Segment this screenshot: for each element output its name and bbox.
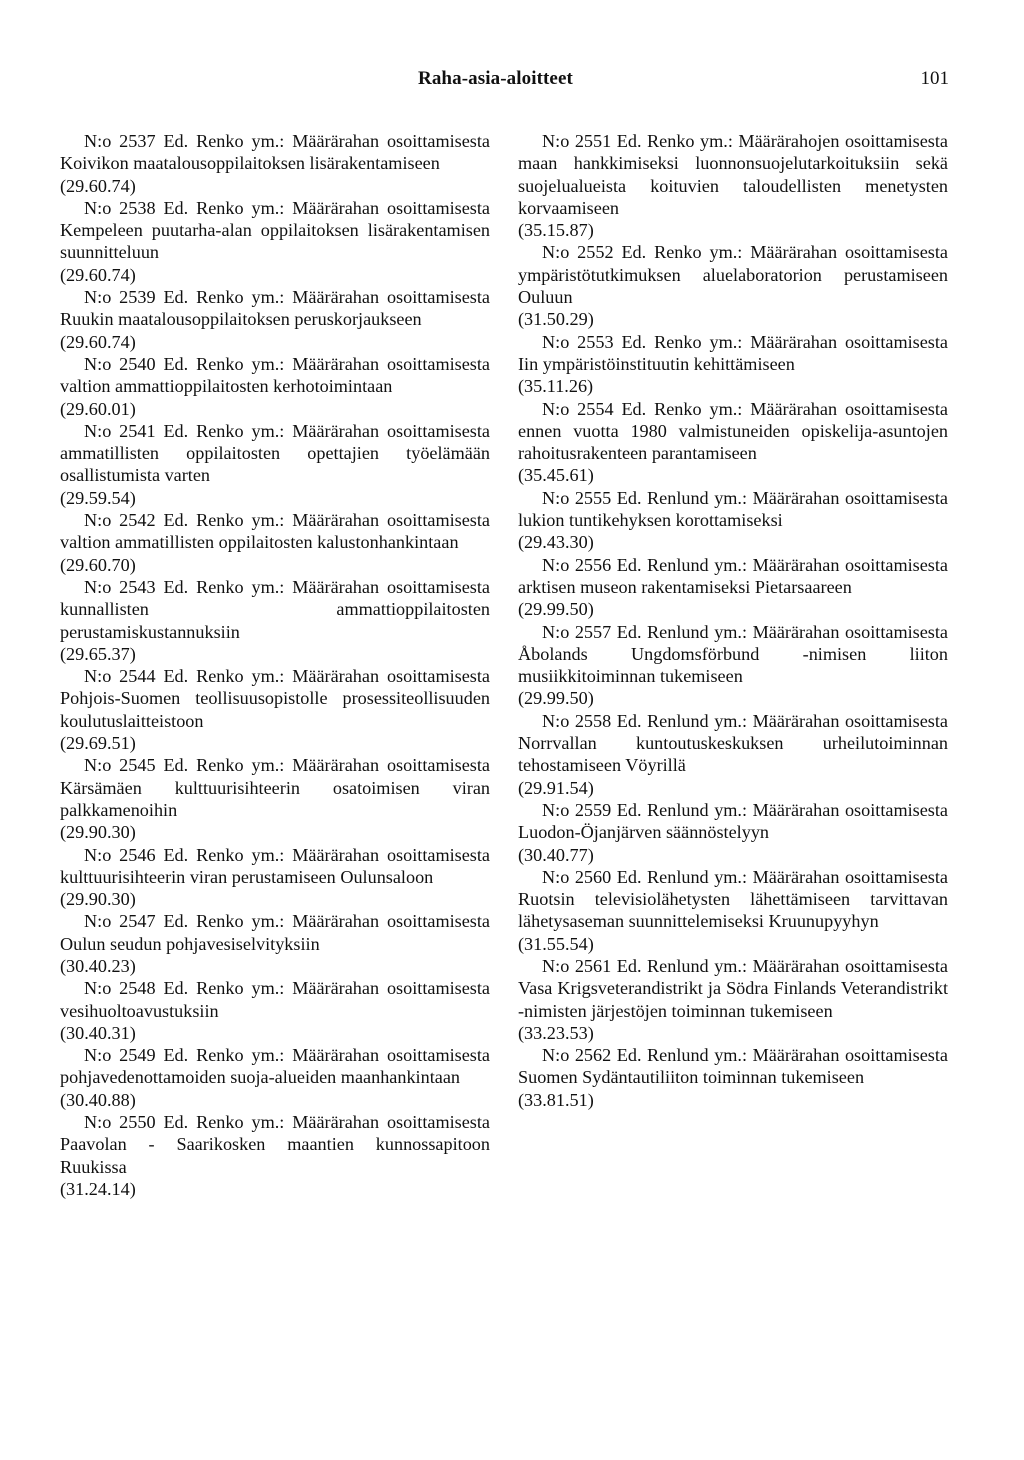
entry-code: (29.99.50)	[518, 599, 594, 620]
entry-code: (29.60.01)	[60, 398, 136, 419]
list-item	[60, 286, 490, 353]
entry-code: (29.69.51)	[60, 733, 136, 754]
entry-text: N:o 2556 Ed. Renlund ym.: Määrärahan osoittamisesta arktisen museon rakentamiseksi Pietarsaareen	[518, 554, 948, 597]
list-item	[60, 130, 490, 197]
list-item	[518, 241, 948, 330]
list-item	[518, 621, 948, 710]
list-item	[518, 554, 948, 621]
entry-text: N:o 2561 Ed. Renlund ym.: Määrärahan osoittamisesta Vasa Krigsveterandistrikt ja Södra Finlands Veterandistrikt -nimisten järjestöjen toiminnan tukemiseen	[518, 955, 948, 1021]
entry-code: (29.60.70)	[60, 554, 136, 575]
entry-text: N:o 2540 Ed. Renko ym.: Määrärahan osoittamisesta valtion ammattioppilaitosten kerhotoimintaan	[60, 353, 490, 397]
list-item	[60, 844, 490, 911]
entry-text: N:o 2544 Ed. Renko ym.: Määrärahan osoittamisesta Pohjois-Suomen teollisuusopistolle prosessiteollisuuden koulutuslaitteistoon	[60, 666, 490, 731]
entry-code: (35.11.26)	[518, 376, 594, 397]
entry-code: (29.65.37)	[60, 643, 136, 664]
entry-text: N:o 2551 Ed. Renko ym.: Määrärahojen osoittamisesta maan hankkimiseksi luonnonsuojelutarkoituksiin sekä suojelualueista koituvien taloudellisten menetysten korvaamiseen	[518, 131, 948, 218]
list-item	[518, 130, 948, 241]
page-header	[0, 68, 1024, 98]
entry-code: (35.15.87)	[518, 220, 594, 241]
entry-code: (30.40.77)	[518, 844, 594, 865]
list-item	[60, 1044, 490, 1111]
left-column	[60, 130, 490, 1200]
list-item	[60, 665, 490, 754]
list-item	[60, 576, 490, 665]
list-item	[518, 866, 948, 955]
entry-text: N:o 2548 Ed. Renko ym.: Määrärahan osoittamisesta vesihuoltoavustuksiin	[60, 978, 490, 1021]
entry-text: N:o 2552 Ed. Renko ym.: Määrärahan osoittamisesta ympäristötutkimuksen aluelaboratorion perustamiseen Ouluun	[518, 242, 948, 308]
entry-code: (35.45.61)	[518, 465, 594, 486]
entry-code: (29.90.30)	[60, 822, 136, 843]
entry-text: N:o 2545 Ed. Renko ym.: Määrärahan osoittamisesta Kärsämäen kulttuurisihteerin osatoimisen viran palkkamenoihin	[60, 755, 490, 820]
list-item	[518, 398, 948, 487]
entry-text: N:o 2559 Ed. Renlund ym.: Määrärahan osoittamisesta Luodon-Öjanjärven säännöstelyyn	[518, 799, 948, 843]
running-title: Raha-asia-aloitteet	[418, 68, 573, 89]
entry-text: N:o 2539 Ed. Renko ym.: Määrärahan osoittamisesta Ruukin maatalousoppilaitoksen peruskorjaukseen	[60, 287, 490, 330]
entry-code: (29.99.50)	[518, 688, 594, 709]
list-item	[518, 955, 948, 1044]
entry-code: (29.59.54)	[60, 487, 136, 508]
entry-code: (29.60.74)	[60, 331, 136, 352]
entry-text: N:o 2542 Ed. Renko ym.: Määrärahan osoittamisesta valtion ammatillisten oppilaitosten kalustonhankintaan	[60, 510, 490, 553]
entry-code: (30.40.88)	[60, 1089, 136, 1110]
list-item	[60, 1111, 490, 1200]
list-item	[60, 197, 490, 286]
entry-text: N:o 2550 Ed. Renko ym.: Määrärahan osoittamisesta Paavolan - Saarikosken maantien kunnossapitoon Ruukissa	[60, 1112, 490, 1177]
entry-text: N:o 2543 Ed. Renko ym.: Määrärahan osoittamisesta kunnallisten ammattioppilaitosten perustamiskustannuksiin	[60, 576, 490, 642]
entry-code: (29.90.30)	[60, 889, 136, 910]
list-item	[60, 910, 490, 977]
entry-code: (31.50.29)	[518, 309, 594, 330]
list-item	[518, 1044, 948, 1111]
entry-code: (29.60.74)	[60, 264, 136, 285]
entry-text: N:o 2547 Ed. Renko ym.: Määrärahan osoittamisesta Oulun seudun pohjavesiselvityksiin	[60, 911, 490, 954]
entry-text: N:o 2549 Ed. Renko ym.: Määrärahan osoittamisesta pohjavedenottamoiden suoja-alueiden maanhankintaan	[60, 1045, 490, 1088]
entry-code: (29.60.74)	[60, 175, 136, 196]
list-item	[60, 754, 490, 843]
entry-code: (29.43.30)	[518, 532, 594, 553]
list-item	[518, 331, 948, 398]
entry-text: N:o 2537 Ed. Renko ym.: Määrärahan osoittamisesta Koivikon maatalousoppilaitoksen lisärakentamiseen	[60, 131, 490, 174]
list-item	[60, 353, 490, 420]
entry-text: N:o 2538 Ed. Renko ym.: Määrärahan osoittamisesta Kempeleen puutarha-alan oppilaitoksen lisärakentamisen suunnitteluun	[60, 197, 490, 263]
list-item	[518, 487, 948, 554]
entry-text: N:o 2554 Ed. Renko ym.: Määrärahan osoittamisesta ennen vuotta 1980 valmistuneiden opiskelija-asuntojen rahoitusrakenteen parantamiseen	[518, 398, 948, 464]
entry-code: (30.40.31)	[60, 1022, 136, 1043]
list-item	[518, 710, 948, 799]
entry-code: (33.23.53)	[518, 1022, 594, 1043]
entry-code: (29.91.54)	[518, 777, 594, 798]
entry-text: N:o 2562 Ed. Renlund ym.: Määrärahan osoittamisesta Suomen Sydäntautiliiton toiminnan tukemiseen	[518, 1045, 948, 1088]
entry-text: N:o 2541 Ed. Renko ym.: Määrärahan osoittamisesta ammatillisten oppilaitosten opettajien työelämään osallistumista varten	[60, 420, 490, 486]
list-item	[60, 509, 490, 576]
entry-text: N:o 2557 Ed. Renlund ym.: Määrärahan osoittamisesta Åbolands Ungdomsförbund -nimisen liiton musiikkitoiminnan tukemiseen	[518, 621, 948, 687]
entry-code: (30.40.23)	[60, 955, 136, 976]
list-item	[60, 420, 490, 509]
entry-text: N:o 2546 Ed. Renko ym.: Määrärahan osoittamisesta kulttuurisihteerin viran perustamiseen Oulunsaloon	[60, 844, 490, 887]
entry-text: N:o 2558 Ed. Renlund ym.: Määrärahan osoittamisesta Norrvallan kuntoutuskeskuksen urheilutoiminnan tehostamiseen Vöyrillä	[518, 710, 948, 776]
page-number: 101	[920, 68, 949, 89]
list-item	[518, 799, 948, 866]
entry-text: N:o 2553 Ed. Renko ym.: Määrärahan osoittamisesta Iin ympäristöinstituutin kehittämiseen	[518, 331, 948, 374]
entry-code: (31.24.14)	[60, 1178, 136, 1199]
right-column	[518, 130, 948, 1111]
list-item	[60, 977, 490, 1044]
entry-text: N:o 2560 Ed. Renlund ym.: Määrärahan osoittamisesta Ruotsin televisiolähetysten lähettämiseen tarvittavan lähetysaseman suunnittelemiseksi Kruunupyyhyn	[518, 866, 948, 932]
entry-code: (33.81.51)	[518, 1089, 594, 1110]
entry-text: N:o 2555 Ed. Renlund ym.: Määrärahan osoittamisesta lukion tuntikehyksen korottamiseksi	[518, 487, 948, 531]
entry-code: (31.55.54)	[518, 933, 594, 954]
